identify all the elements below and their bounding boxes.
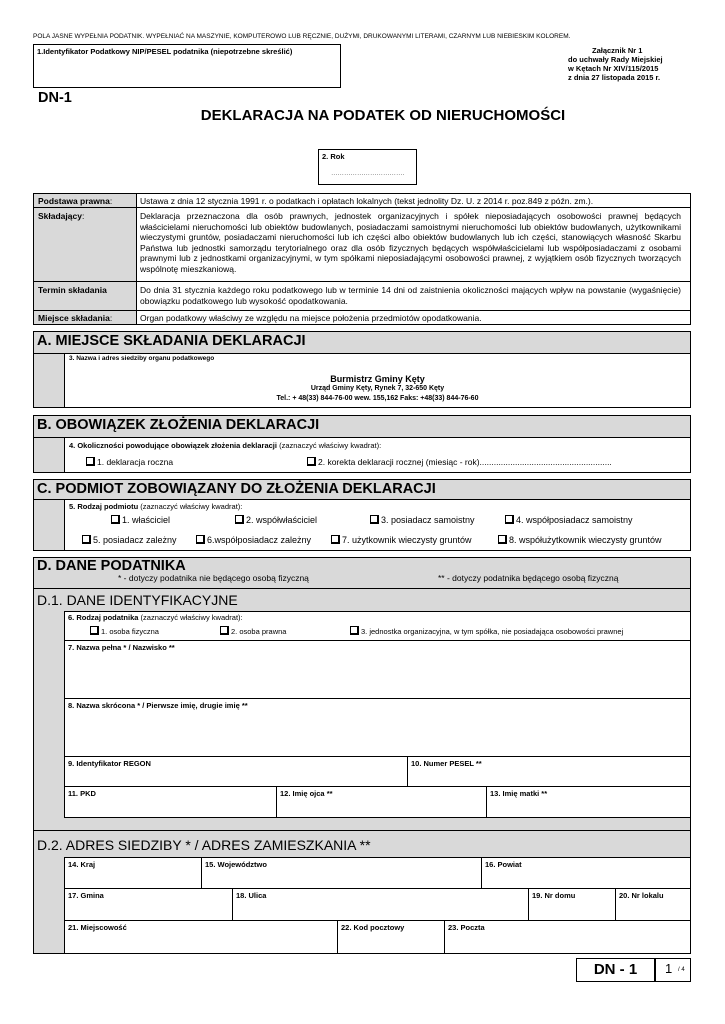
- checkbox-icon[interactable]: [90, 626, 99, 635]
- opt-legal-person[interactable]: 2. osoba prawna: [220, 626, 286, 636]
- postal-code-field[interactable]: 22. Kod pocztowy: [341, 923, 405, 932]
- checkbox-icon[interactable]: [307, 457, 316, 466]
- flat-no-field[interactable]: 20. Nr lokalu: [619, 891, 664, 900]
- d2-title: D.2. ADRES SIEDZIBY * / ADRES ZAMIESZKANIA **: [37, 837, 371, 853]
- miejsce-text: Organ podatkowy właściwy ze względu na miejsce położenia przedmiotów opodatkowania.: [140, 313, 482, 323]
- pkd-field[interactable]: 11. PKD: [68, 789, 96, 798]
- checkbox-icon[interactable]: [350, 626, 359, 635]
- city-field[interactable]: 21. Miejscowość: [68, 923, 127, 932]
- section-b-title: B. OBOWIĄZEK ZŁOŻENIA DEKLARACJI: [37, 417, 320, 433]
- miejsce-label: Miejsce składania:: [38, 313, 113, 323]
- checkbox-icon[interactable]: [86, 457, 95, 466]
- podstawa-label: Podstawa prawna:: [38, 196, 113, 206]
- opt-co-owner[interactable]: 2. współwłaściciel: [235, 515, 317, 525]
- opt-annual[interactable]: 1. deklaracja roczna: [86, 457, 173, 467]
- opt-perpetual-user[interactable]: 7. użytkownik wieczysty gruntów: [331, 535, 472, 545]
- section-d-title: D. DANE PODATNIKA: [37, 558, 186, 574]
- termin-label: Termin składania: [38, 285, 107, 295]
- checkbox-icon[interactable]: [82, 535, 91, 544]
- footer-form-code: DN - 1: [576, 958, 655, 982]
- termin-text: Do dnia 31 stycznia każdego roku podatkowego lub w terminie 14 dni od zaistnienia okoliczności mających wpływ na powstanie (wygaśnięcie) obowiązku podatkowego lub wysokość opodatkowania.: [140, 285, 681, 306]
- form-code: DN-1: [38, 90, 72, 106]
- skladajacy-label: Składający:: [38, 211, 85, 221]
- county-field[interactable]: 16. Powiat: [485, 860, 522, 869]
- note-natural: ** - dotyczy podatnika będącego osobą fizyczną: [438, 573, 619, 583]
- post-office-field[interactable]: 23. Poczta: [448, 923, 485, 932]
- checkbox-icon[interactable]: [331, 535, 340, 544]
- entity-type-field: 5. Rodzaj podmiotu (zaznaczyć właściwy kwadrat):: [64, 499, 691, 551]
- podstawa-text: Ustawa z dnia 12 stycznia 1991 r. o podatkach i opłatach lokalnych (tekst jednolity Dz. U. z 2014 r. poz.849 z późn. zm.).: [140, 196, 594, 206]
- pesel-field[interactable]: 10. Numer PESEL **: [411, 759, 482, 768]
- skladajacy-text: Deklaracja przeznaczona dla osób prawnych, jednostek organizacyjnych i spółek nieposiadających osobowości prawnej będących właścicielami nieruchomości lub obiektów budowlanych, posiadaczami samoistnymi nieruchomości lub obiektów budowlanych, użytkownikami wieczystymi gruntów, posiadaczami nieruchomości lub ich części albo obiektów budowlanych lub ich części, stanowiących własność Skarbu Państwa lub jednostki samorządu terytorialnego oraz dla osób fizycznych będących współwłaścicielami lub współposiadaczami z osobami prawnymi lub z jednostkami organizacyjnymi, w tym spółkami nieposiadającymi osobowości prawnej, z wyjątkiem osób fizycznych tworzących wspólnotę mieszkaniową.: [140, 211, 681, 274]
- annex-info: Załącznik Nr 1 do uchwały Rady Miejskiej w Kętach Nr XIV/115/2015 z dnia 27 listopada 2015 r.: [568, 46, 663, 82]
- checkbox-icon[interactable]: [498, 535, 507, 544]
- country-field[interactable]: 14. Kraj: [68, 860, 96, 869]
- voivodeship-field[interactable]: 15. Województwo: [205, 860, 267, 869]
- checkbox-icon[interactable]: [370, 515, 379, 524]
- street-field[interactable]: 18. Ulica: [236, 891, 267, 900]
- opt-dependent[interactable]: 5. posiadacz zależny: [82, 535, 177, 545]
- mother-name-field[interactable]: 13. Imię matki **: [490, 789, 548, 798]
- d2-fields: [64, 857, 691, 954]
- nip-pesel-label: 1.Identyfikator Podatkowy NIP/PESEL podatnika (niepotrzebne skreślić): [37, 47, 293, 56]
- checkbox-icon[interactable]: [220, 626, 229, 635]
- year-dots: …………………………….: [331, 170, 405, 177]
- obligation-field: 4. Okoliczności powodujące obowiązek złożenia deklaracji (zaznaczyć właściwy kwadrat):: [64, 437, 691, 473]
- checkbox-icon[interactable]: [111, 515, 120, 524]
- checkbox-icon[interactable]: [235, 515, 244, 524]
- opt-co-dependent[interactable]: 6.współposiadacz zależny: [196, 535, 311, 545]
- section-c-title: C. PODMIOT ZOBOWIĄZANY DO ZŁOŻENIA DEKLARACJI: [37, 481, 436, 497]
- opt-co-perpetual-user[interactable]: 8. współużytkownik wieczysty gruntów: [498, 535, 662, 545]
- opt-owner[interactable]: 1. właściciel: [111, 515, 170, 525]
- note-legal: * - dotyczy podatnika nie będącego osobą fizyczną: [118, 573, 309, 583]
- year-label: 2. Rok: [322, 152, 345, 161]
- opt-natural-person[interactable]: 1. osoba fizyczna: [90, 626, 159, 636]
- checkbox-icon[interactable]: [196, 535, 205, 544]
- nip-pesel-field[interactable]: [33, 44, 341, 88]
- opt-correction[interactable]: 2. korekta deklaracji rocznej (miesiąc - rok)........................................................: [307, 457, 612, 467]
- opt-possessor[interactable]: 3. posiadacz samoistny: [370, 515, 475, 525]
- org-details: Burmistrz Gminy Kęty Urząd Gminy Kęty, Rynek 7, 32-650 Kęty Tel.: + 48(33) 844-76-00 wew. 155,162 Faks: +48(33) 844-76-60: [276, 374, 479, 402]
- checkbox-icon[interactable]: [505, 515, 514, 524]
- year-field[interactable]: [318, 149, 417, 185]
- opt-org-unit[interactable]: 3. jednostka organizacyjna, w tym spółka, nie posiadająca osobowości prawnej: [350, 626, 623, 636]
- page-title: DEKLARACJA NA PODATEK OD NIERUCHOMOŚCI: [200, 107, 566, 124]
- d1-title: D.1. DANE IDENTYFIKACYJNE: [37, 592, 238, 608]
- opt-co-possessor[interactable]: 4. współposiadacz samoistny: [505, 515, 633, 525]
- commune-field[interactable]: 17. Gmina: [68, 891, 104, 900]
- father-name-field[interactable]: 12. Imię ojca **: [280, 789, 333, 798]
- regon-field[interactable]: 9. Identyfikator REGON: [68, 759, 151, 768]
- taxpayer-type-label: 6. Rodzaj podatnika (zaznaczyć właściwy kwadrat):: [68, 613, 243, 622]
- short-name-field[interactable]: 8. Nazwa skrócona * / Pierwsze imię, drugie imię **: [68, 701, 248, 710]
- house-no-field[interactable]: 19. Nr domu: [532, 891, 576, 900]
- top-instruction: POLA JASNE WYPEŁNIA PODATNIK. WYPEŁNIAĆ NA MASZYNIE, KOMPUTEROWO LUB RĘCZNIE, DUŻYMI, DRUKOWANYMI LITERAMI, CZARNYM LUB NIEBIESKIM KOLOREM.: [33, 33, 571, 40]
- page-number: 1 / 4: [655, 958, 691, 982]
- org-address-field: 3. Nazwa i adres siedziby organu podatkowego: [64, 353, 691, 408]
- full-name-field[interactable]: 7. Nazwa pełna * / Nazwisko **: [68, 643, 175, 652]
- section-a-title: A. MIEJSCE SKŁADANIA DEKLARACJI: [37, 333, 306, 349]
